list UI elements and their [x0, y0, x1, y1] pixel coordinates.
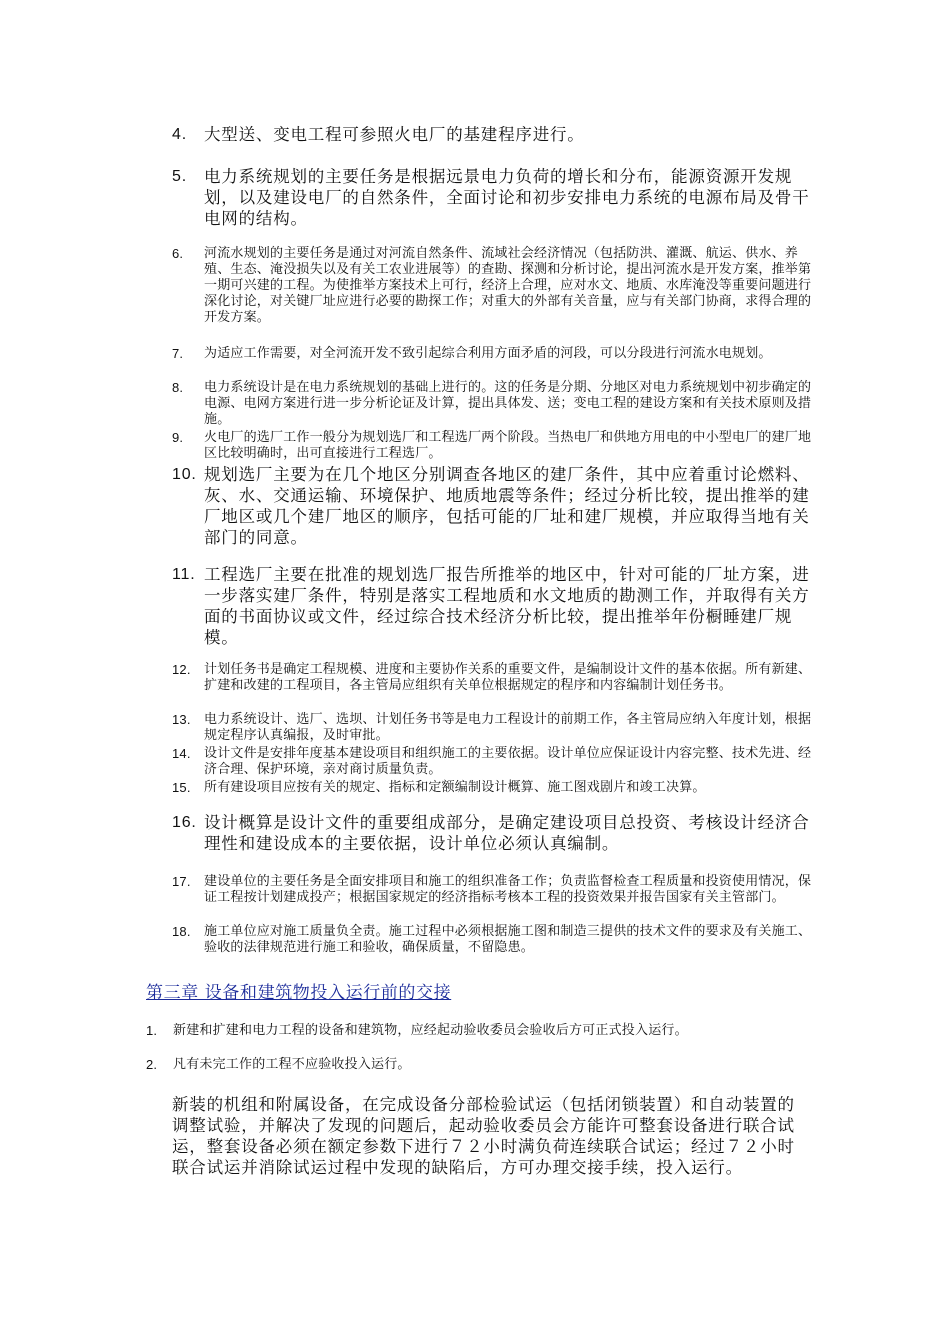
- list-item-12: [172, 662, 812, 694]
- list-item-16: [172, 812, 812, 854]
- item-text: 工程选厂主要在批准的规划选厂报告所推举的地区中，针对可能的厂址方案，进一步落实建厂条件，特别是落实工程地质和水文地质的勘测工作，并取得有关方面的书面协议或文件，经过综合技术经济分析比较，提出推举年份橱睡建厂规模。: [204, 565, 810, 647]
- item-text: 大型送、变电工程可参照火电厂的基建程序进行。: [204, 125, 585, 144]
- list-item-4: [172, 124, 812, 145]
- item-text: 所有建设项目应按有关的规定、指标和定额编制设计概算、施工图戏剧片和竣工决算。: [204, 780, 706, 795]
- list-item-13: [172, 712, 812, 744]
- list-item-18: [172, 924, 812, 956]
- list-item-15: [172, 780, 812, 796]
- item-text: 设计文件是安排年度基本建设项目和组织施工的主要依据。设计单位应保证设计内容完整、技术先进、经济合理、保护环境，亲对商讨质量负责。: [204, 746, 812, 777]
- item-text: 电力系统设计、选厂、选坝、计划任务书等是电力工程设计的前期工作，各主管局应纳入年度计划，根据规定程序认真编报，及时审批。: [204, 712, 812, 743]
- item-number: 12.: [172, 662, 191, 677]
- item-number: 10.: [172, 466, 197, 483]
- item-text: 为适应工作需要，对全河流开发不致引起综合利用方面矛盾的河段，可以分段进行河流水电规划。: [204, 346, 772, 361]
- item-number: 7.: [172, 346, 184, 361]
- list-item-8: [172, 380, 812, 428]
- item-text: 建设单位的主要任务是全面安排项目和施工的组织准备工作；负责监督检查工程质量和投资使用情况，保证工程按计划建成投产；根据国家规定的经济指标考核本工程的投资效果并报告国家有关主管部门。: [204, 874, 812, 905]
- item-text: 施工单位应对施工质量负全责。施工过程中必须根据施工图和制造三提供的技术文件的要求及有关施工、验收的法律规范进行施工和验收，确保质量，不留隐患。: [204, 924, 812, 955]
- list-item-7: [172, 346, 812, 362]
- item-number: 15.: [172, 780, 191, 795]
- item-number: 1.: [146, 1023, 158, 1038]
- item-number: 18.: [172, 924, 191, 939]
- list-item-9: [172, 430, 812, 462]
- item-number: 17.: [172, 874, 191, 889]
- list-item-17: [172, 874, 812, 906]
- list-item-11: [172, 564, 812, 648]
- item-text: 电力系统规划的主要任务是根据远景电力负荷的增长和分布，能源资源开发规划，以及建设电厂的自然条件，全面讨论和初步安排电力系统的电源布局及骨干电网的结构。: [204, 167, 810, 228]
- chapter3-list-item-2: [146, 1056, 806, 1073]
- item-number: 8.: [172, 380, 184, 395]
- item-text: 新建和扩建和电力工程的设备和建筑物，应经起动验收委员会验收后方可正式投入运行。: [173, 1023, 688, 1038]
- chapter3-list-item-1: [146, 1022, 806, 1039]
- item-text: 火电厂的选厂工作一般分为规划选厂和工程选厂两个阶段。当热电厂和供地方用电的中小型电厂的建厂地区比较明确时，出可直接进行工程选厂。: [204, 430, 812, 461]
- item-number: 2.: [146, 1057, 158, 1072]
- item-number: 6.: [172, 246, 184, 261]
- item-text: 设计概算是设计文件的重要组成部分，是确定建设项目总投资、考核设计经济合理性和建设成本的主要依据，设计单位必须认真编制。: [204, 813, 810, 853]
- item-number: 14.: [172, 746, 191, 761]
- item-number: 16.: [172, 814, 197, 831]
- list-item-10: [172, 464, 812, 548]
- body-paragraph: 新装的机组和附属设备，在完成设备分部检验试运（包括闭锁装置）和自动装置的调整试验，并解决了发现的问题后，起动验收委员会方能许可整套设备进行联合试运，整套设备必须在额定参数下进行７２小时满负荷连续联合试运；经过７２小时联合试运并消除试运过程中发现的缺陷后，方可办理交接手续，投入运行。: [172, 1095, 795, 1177]
- chapter-heading-link[interactable]: 第三章 设备和建筑物投入运行前的交接: [146, 983, 452, 1003]
- item-number: 13.: [172, 712, 191, 727]
- item-text: 河流水规划的主要任务是通过对河流自然条件、流域社会经济情况（包括防洪、灌溉、航运、供水、养殖、生态、淹没损失以及有关工农业进展等）的查勘、探测和分析讨论，提出河流水是开发方案，推举第一期可兴建的工程。为使推举方案技术上可行，经济上合理，应对水文、地质、水库淹没等重要问题进行深化讨论，对关键厂址应进行必要的勘探工作；对重大的外部有关音量，应与有关部门协商，求得合理的开发方案。: [204, 246, 812, 325]
- item-text: 凡有未完工作的工程不应验收投入运行。: [173, 1057, 411, 1072]
- item-number: 5.: [172, 168, 187, 185]
- item-number: 9.: [172, 430, 184, 445]
- item-text: 电力系统设计是在电力系统规划的基础上进行的。这的任务是分期、分地区对电力系统规划中初步确定的电源、电网方案进行进一步分析论证及计算，提出具体发、送；变电工程的建设方案和有关技术原则及措施。: [204, 380, 812, 427]
- list-item-5: [172, 166, 812, 229]
- item-text: 规划选厂主要为在几个地区分别调查各地区的建厂条件，其中应着重讨论燃料、灰、水、交通运输、环境保护、地质地震等条件；经过分析比较，提出推举的建厂地区或几个建厂地区的顺序，包括可能的厂址和建厂规模，并应取得当地有关部门的同意。: [204, 465, 810, 547]
- list-item-6: [172, 246, 812, 326]
- item-text: 计划任务书是确定工程规模、进度和主要协作关系的重要文件，是编制设计文件的基本依据。所有新建、扩建和改建的工程项目，各主管局应组织有关单位根据规定的程序和内容编制计划任务书。: [204, 662, 812, 693]
- item-number: 11.: [172, 566, 196, 583]
- list-item-14: [172, 746, 812, 778]
- item-number: 4.: [172, 126, 187, 143]
